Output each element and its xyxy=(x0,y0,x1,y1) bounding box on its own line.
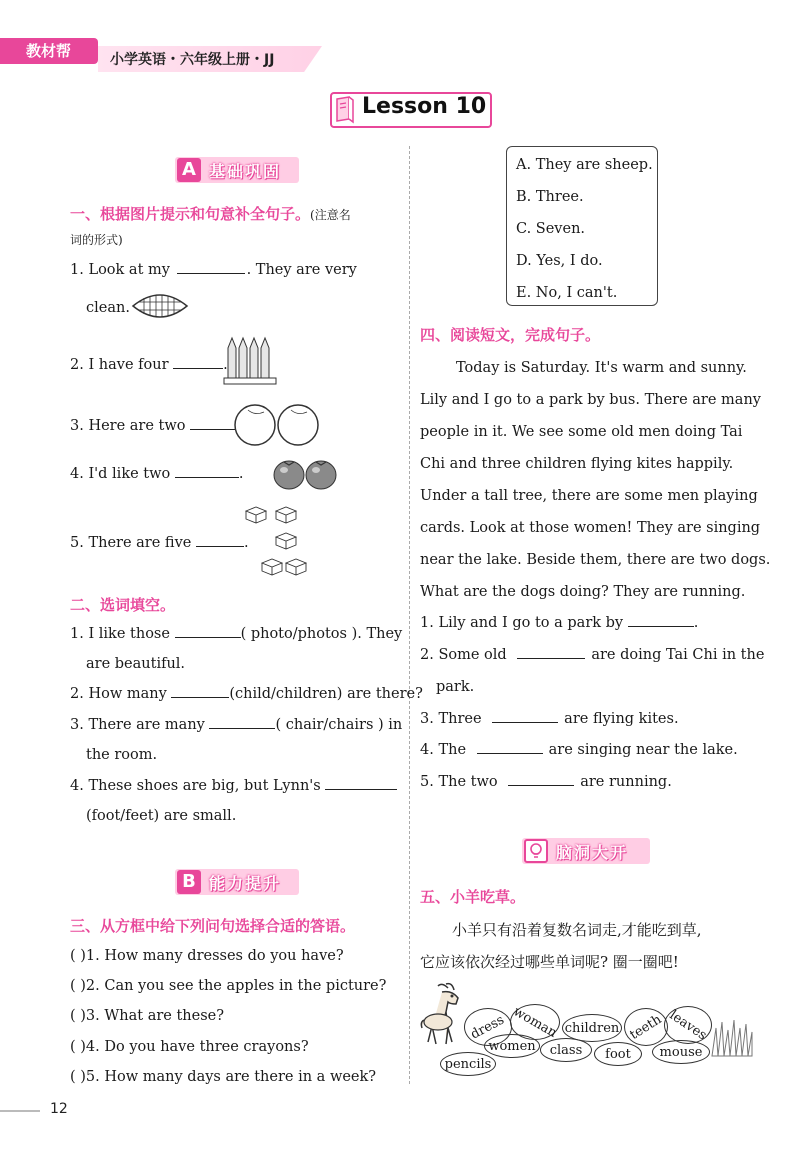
part4-q3-a: 3. Three xyxy=(420,711,482,727)
part4-title: 四、阅读短文，完成句子。 xyxy=(420,326,601,344)
part4-q2-a: 2. Some old xyxy=(420,647,507,663)
part2-q3-cont: the room. xyxy=(86,747,158,763)
footer-line xyxy=(0,1110,40,1112)
part1-q1-a: 1. Look at my xyxy=(70,262,170,278)
part1-q4-blank[interactable] xyxy=(175,464,239,478)
tomatoes-icon xyxy=(272,455,338,491)
column-divider xyxy=(409,146,410,1084)
part2-q3-a: 3. There are many xyxy=(70,717,205,733)
word-bubble[interactable] xyxy=(484,1034,540,1058)
part2-q4-blank[interactable] xyxy=(325,776,397,790)
part1-q4-a: 4. I'd like two xyxy=(70,466,171,482)
part4-q5-b: are running. xyxy=(580,774,672,790)
brand-label: 教材帮 xyxy=(0,38,98,64)
part2-q2-a: 2. How many xyxy=(70,686,167,702)
passage-line-8: What are the dogs doing? They are running. xyxy=(420,584,746,600)
section-a-letter: A xyxy=(177,158,201,182)
word-teeth: teeth xyxy=(627,1012,665,1044)
part2-q1 xyxy=(70,624,403,644)
part1-q4 xyxy=(70,464,244,484)
part2-q2 xyxy=(70,684,423,704)
part4-q2 xyxy=(420,645,764,665)
brain-label: 脑洞大开 xyxy=(556,842,629,862)
passage-line-2: Lily and I go to a park by bus. There are many xyxy=(420,392,761,408)
book-title: 小学英语・六年级上册・JJ xyxy=(110,52,275,68)
part4-q2-blank[interactable] xyxy=(517,645,585,659)
part2-q2-b: (child/children) are there? xyxy=(229,686,423,702)
part1-q1-cont: clean. xyxy=(86,300,130,316)
word-bubble[interactable] xyxy=(540,1038,592,1062)
word-women: women xyxy=(488,1039,536,1054)
part4-q4-blank[interactable] xyxy=(477,740,543,754)
part4-q5-blank[interactable] xyxy=(508,772,574,786)
oranges-icon xyxy=(234,402,324,448)
part1-title-text: 一、根据图片提示和句意补全句子。 xyxy=(70,205,311,223)
answer-option-d: D. Yes, I do. xyxy=(516,253,603,269)
part1-q5-blank[interactable] xyxy=(196,533,244,547)
part3-title: 三、从方框中给下列问句选择合适的答语。 xyxy=(70,917,356,935)
part4-q5-a: 5. The two xyxy=(420,774,498,790)
page-number: 12 xyxy=(50,1101,68,1117)
part3-q3[interactable]: ( )3. What are these? xyxy=(70,1008,224,1024)
part5-title: 五、小羊吃草。 xyxy=(420,888,526,906)
part4-q1-b: . xyxy=(693,615,699,631)
answer-option-a: A. They are sheep. xyxy=(516,157,653,173)
word-children: children xyxy=(564,1021,620,1036)
part2-q3 xyxy=(70,715,403,735)
word-bubble[interactable] xyxy=(594,1042,642,1066)
part2-q4-a: 4. These shoes are big, but Lynn's xyxy=(70,778,321,794)
part1-q3 xyxy=(70,416,247,436)
lesson-title: Lesson 10 xyxy=(362,94,487,119)
word-leaves: leaves xyxy=(666,1007,710,1044)
passage-line-5: Under a tall tree, there are some men playing xyxy=(420,488,758,504)
passage-line-3: people in it. We see some old men doing Tai xyxy=(420,424,743,440)
part2-q4-cont: (foot/feet) are small. xyxy=(86,808,237,824)
section-a-label: 基础巩固 xyxy=(209,161,282,181)
part2-title: 二、选词填空。 xyxy=(70,596,176,614)
pencils-icon xyxy=(222,334,278,386)
part1-title xyxy=(70,203,351,224)
part2-q2-blank[interactable] xyxy=(171,684,229,698)
book-icon xyxy=(334,96,356,124)
part4-q3-blank[interactable] xyxy=(492,709,558,723)
word-class: class xyxy=(549,1043,583,1058)
teeth-icon xyxy=(130,288,190,324)
part2-q3-b: ( chair/chairs ) in xyxy=(275,717,403,733)
answer-option-b: B. Three. xyxy=(516,189,584,205)
part2-q4 xyxy=(70,776,397,796)
passage-line-7: near the lake. Beside them, there are two dogs. xyxy=(420,552,771,568)
part4-q2-cont: park. xyxy=(436,679,475,695)
part1-q2 xyxy=(70,355,228,375)
section-b-badge xyxy=(175,869,299,895)
passage-line-1: Today is Saturday. It's warm and sunny. xyxy=(456,360,747,376)
part1-q5-a: 5. There are five xyxy=(70,535,192,551)
part1-q5-b: . xyxy=(243,535,249,551)
part1-q4-b: . xyxy=(238,466,244,482)
part1-q2-b: . xyxy=(223,357,228,373)
part1-q3-a: 3. Here are two xyxy=(70,418,186,434)
part4-q1-a: 1. Lily and I go to a park by xyxy=(420,615,624,631)
part1-q1-b: . They are very xyxy=(246,262,357,278)
word-pencils: pencils xyxy=(444,1057,492,1072)
part1-note-2: 词的形式) xyxy=(70,233,123,247)
part4-q2-b: are doing Tai Chi in the xyxy=(591,647,765,663)
part4-q5 xyxy=(420,772,672,792)
passage-line-4: Chi and three children flying kites happily. xyxy=(420,456,734,472)
part2-q1-blank[interactable] xyxy=(175,624,241,638)
boxes-icon xyxy=(242,505,318,581)
brain-badge xyxy=(522,838,650,864)
part4-q1 xyxy=(420,613,698,633)
part4-q4 xyxy=(420,740,738,760)
part3-q2[interactable]: ( )2. Can you see the apples in the picture? xyxy=(70,978,387,994)
part1-q2-blank[interactable] xyxy=(173,355,223,369)
part4-q4-b: are singing near the lake. xyxy=(548,742,738,758)
part1-q2-a: 2. I have four xyxy=(70,357,169,373)
part3-q5[interactable]: ( )5. How many days are there in a week? xyxy=(70,1069,377,1085)
part2-q1-a: 1. I like those xyxy=(70,626,170,642)
word-dress: dress xyxy=(468,1012,507,1043)
word-bubble[interactable] xyxy=(664,1006,712,1044)
part5-text-1: 小羊只有沿着复数名词走,才能吃到草, xyxy=(452,921,702,939)
lightbulb-icon xyxy=(524,839,548,863)
word-mouse: mouse xyxy=(659,1045,703,1060)
answer-option-e: E. No, I can't. xyxy=(516,285,618,301)
section-a-badge xyxy=(175,157,299,183)
part1-q1-blank[interactable] xyxy=(177,260,245,274)
grass-icon xyxy=(710,1018,754,1058)
passage-line-6: cards. Look at those women! They are singing xyxy=(420,520,761,536)
part4-q4-a: 4. The xyxy=(420,742,467,758)
part5-text-2: 它应该依次经过哪些单词呢? 圈一圈吧! xyxy=(420,953,679,971)
part4-q3 xyxy=(420,709,679,729)
part4-q1-blank[interactable] xyxy=(628,613,694,627)
part2-q1-cont: are beautiful. xyxy=(86,656,186,672)
part1-q5 xyxy=(70,533,249,553)
section-b-label: 能力提升 xyxy=(209,873,282,893)
part2-q3-blank[interactable] xyxy=(209,715,275,729)
word-bubble[interactable] xyxy=(652,1040,710,1064)
part1-note: (注意名 xyxy=(310,208,351,222)
word-woman: woman xyxy=(510,1004,560,1041)
part4-q3-b: are flying kites. xyxy=(564,711,679,727)
answer-option-c: C. Seven. xyxy=(516,221,586,237)
section-b-letter: B xyxy=(177,870,201,894)
part3-q4[interactable]: ( )4. Do you have three crayons? xyxy=(70,1039,309,1055)
word-foot: foot xyxy=(605,1047,631,1062)
part3-q1[interactable]: ( )1. How many dresses do you have? xyxy=(70,948,344,964)
part1-q1 xyxy=(70,260,396,280)
part2-q1-b: ( photo/photos ). They xyxy=(240,626,403,642)
word-bubble[interactable] xyxy=(440,1052,496,1076)
